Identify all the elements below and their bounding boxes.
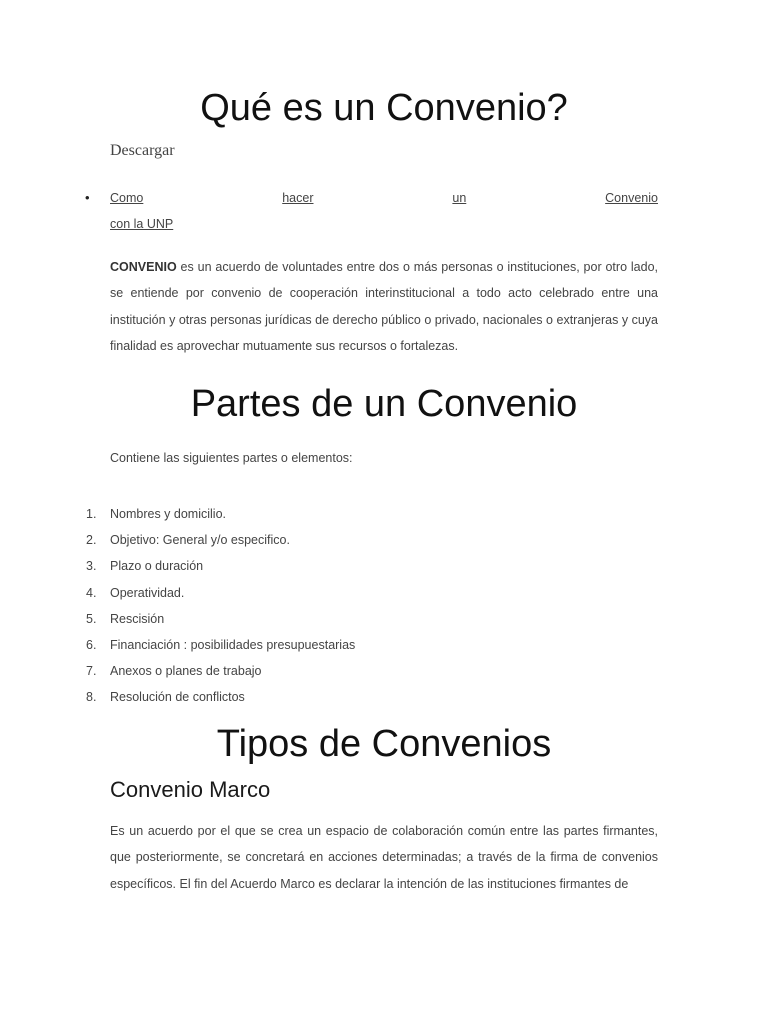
convenio-definition — [110, 254, 658, 359]
list-number: 4. — [86, 585, 97, 600]
unp-link-continuation[interactable] — [110, 215, 658, 233]
link-word[interactable]: un — [452, 191, 467, 205]
title-que-es-convenio: Qué es un Convenio? — [200, 87, 568, 129]
bullet-icon: • — [85, 190, 90, 205]
download-link[interactable]: Descargar — [110, 142, 175, 159]
list-number: 6. — [86, 637, 97, 652]
list-number: 3. — [86, 559, 97, 574]
list-item — [0, 504, 700, 530]
link-word[interactable]: hacer — [282, 191, 314, 205]
link-word[interactable]: Convenio — [605, 191, 658, 205]
list-item — [0, 556, 700, 582]
list-number: 1. — [86, 507, 97, 521]
convenio-definition-text: es un acuerdo de voluntades entre dos o más personas o instituciones, por otro lado, se entiende por convenio de cooperación interinstitucional a todo acto celebrado entre una institución y otras personas jurídicas de derecho público o privado, nacionales o extranjeras y cuya finalidad es aprovechar mutuamente sus recursos o fortalezas. — [110, 260, 658, 353]
list-text: Nombres y domicilio. — [110, 507, 227, 521]
parts-list — [0, 504, 700, 714]
list-item — [0, 635, 700, 661]
title-tipos-convenios: Tipos de Convenios — [216, 723, 552, 765]
list-number: 2. — [86, 533, 97, 548]
convenio-marco-paragraph: Es un acuerdo por el que se crea un espacio de colaboración común entre las partes firmantes, que posteriormente, se concretará en acciones determinadas; a través de la firma de convenios específicos. El fin del Acuerdo Marco es declarar la intención de las instituciones firmantes de — [110, 824, 658, 891]
list-number: 8. — [86, 690, 97, 705]
list-text: Resolución de conflictos — [110, 690, 245, 705]
list-text: Financiación : posibilidades presupuestarias — [110, 637, 356, 652]
list-number: 7. — [86, 664, 97, 679]
convenio-bold: CONVENIO — [110, 260, 177, 274]
link-word[interactable]: Como — [110, 191, 144, 205]
list-text: Rescisión — [110, 611, 165, 626]
title-partes-convenio: Partes de un Convenio — [190, 383, 578, 425]
unp-link[interactable] — [110, 189, 658, 207]
list-number: 5. — [86, 611, 97, 626]
list-item — [0, 609, 700, 635]
list-text: Objetivo: General y/o especifico. — [110, 533, 290, 548]
list-text: Anexos o planes de trabajo — [110, 664, 262, 679]
list-item — [0, 687, 700, 713]
unp-link-first-line — [110, 189, 658, 207]
list-item — [0, 530, 700, 556]
list-item — [0, 583, 700, 609]
list-text: Plazo o duración — [110, 559, 204, 574]
list-item — [0, 661, 700, 687]
list-text: Operatividad. — [110, 585, 185, 600]
parts-intro: Contiene las siguientes partes o elementos: — [110, 451, 353, 465]
subtitle-convenio-marco: Convenio Marco — [110, 777, 271, 802]
link-continuation[interactable]: con la UNP — [110, 217, 174, 231]
